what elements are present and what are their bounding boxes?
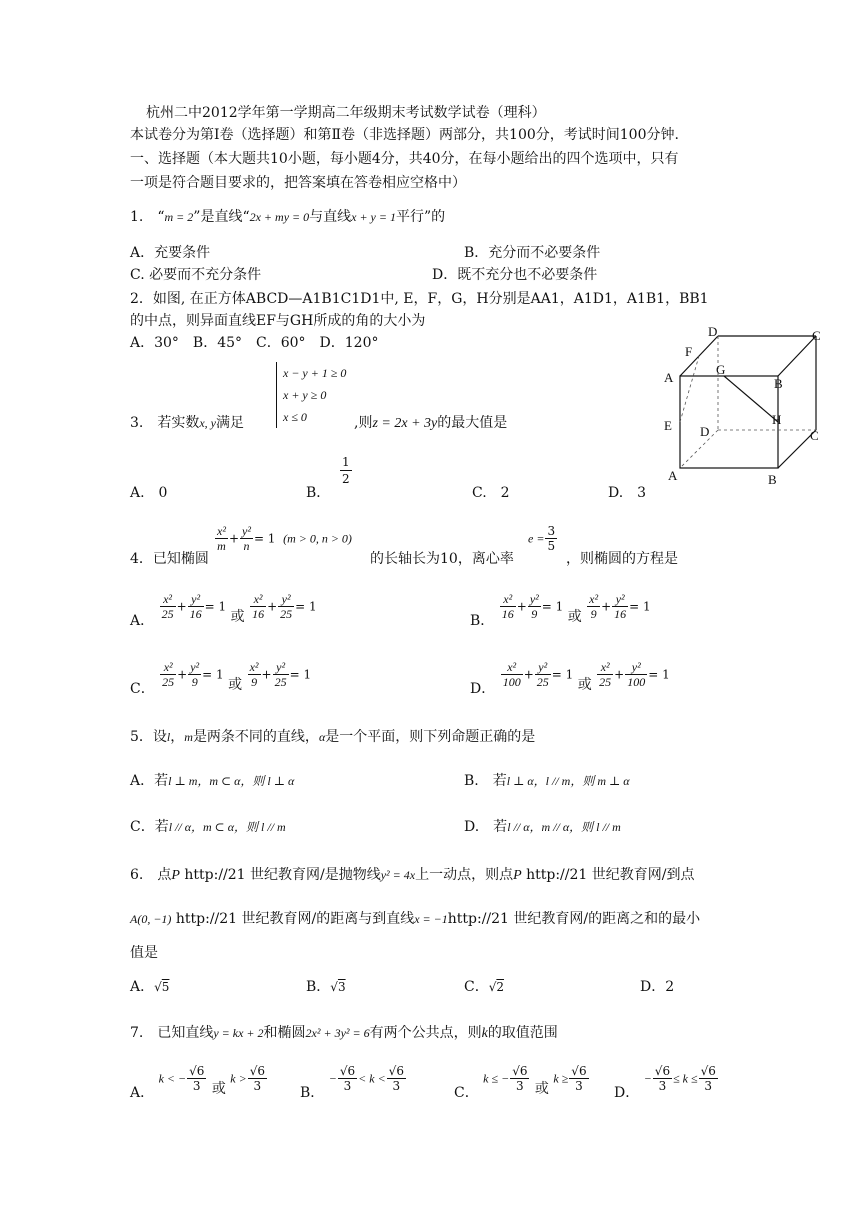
- question-3-stem: 3. 若实数x, y满足: [130, 415, 245, 431]
- question-1-stem: 1. “m = 2”是直线“2x + my = 0与直线x + y = 1平行”的: [130, 209, 446, 225]
- cube-label-g: G: [716, 362, 726, 377]
- cube-label-a1: A: [664, 370, 674, 385]
- question-2-stem-cont: 的中点，则异面直线EF与GH所成的角的大小为: [130, 313, 426, 329]
- q1-option-d[interactable]: D．既不充分也不必要条件: [432, 267, 598, 283]
- q7-option-b[interactable]: B． − $\frac{√6}{3}$ < k < $\frac{√6}{3}$: [300, 1064, 404, 1101]
- question-6-stem-end: 值是: [130, 945, 158, 961]
- cube-label-c: C: [810, 428, 819, 443]
- q3-objective: ,则z = 2x + 3y的最大值是: [354, 415, 508, 431]
- q2-options[interactable]: A．30° B．45° C．60° D．120°: [130, 335, 379, 351]
- q7-option-c[interactable]: C． k ≤ − $\frac{√6}{3}$ 或 k ≥ $\frac{√6}{3}$: [454, 1064, 587, 1101]
- cube-label-e: E: [664, 418, 672, 433]
- q4-ellipse-equation: $\frac{\text{x²}}{m}$ + $\frac{\text{y²}}{n}$ = 1 (m > 0, n > 0): [217, 524, 352, 553]
- q4-option-d[interactable]: D． $\frac{\text{x²}}{100}$ + $\frac{\text{y²}}{25}$ = 1 或 $\frac{\text{x²}}{25}$ + $\frac{\text{y²}}{100}$ = 1: [470, 660, 670, 697]
- exam-title: 杭州二中2012学年第一学期高二年级期末考试数学试卷（理科）: [146, 105, 546, 121]
- cube-label-a: A: [668, 468, 678, 483]
- question-6-stem: 6. 点P http://21 世纪教育网/是抛物线y² = 4x上一动点，则点P http://21 世纪教育网/到点: [130, 867, 695, 883]
- question-2-stem: 2．如图, 在正方体ABCD—A1B1C1D1中, E，F，G，H分别是AA1，A1D1，A1B1，BB1: [130, 291, 709, 307]
- q6-option-b[interactable]: B．√3: [306, 979, 346, 995]
- q6-option-a[interactable]: A．√5: [130, 979, 170, 995]
- question-6-stem-cont: A(0, −1) http://21 世纪教育网/的距离与到直线x = −1http://21 世纪教育网/的距离之和的最小: [130, 911, 701, 927]
- q1-option-b[interactable]: B．充分而不必要条件: [464, 245, 601, 261]
- question-4-stem-suffix: ，则椭圆的方程是: [566, 551, 678, 567]
- q3-option-b[interactable]: B．: [306, 485, 331, 501]
- q4-eccentricity: e = $\frac{3}{5}$: [528, 524, 556, 553]
- q6-option-d[interactable]: D．2: [640, 979, 675, 995]
- q3-option-b-fraction: 1 2: [342, 455, 350, 486]
- q5-option-c[interactable]: C．若l // α，m ⊂ α，则 l // m: [130, 819, 286, 835]
- q7-option-d[interactable]: D． − $\frac{√6}{3}$ ≤ k ≤ $\frac{√6}{3}$: [614, 1064, 716, 1101]
- q4-option-b[interactable]: B． $\frac{\text{x²}}{16}$ + $\frac{\text{y²}}{9}$ = 1 或 $\frac{\text{x²}}{9}$ + $\frac{\text{y²}}{16}$ = 1: [470, 592, 651, 629]
- cube-label-h: H: [772, 412, 782, 427]
- question-4-stem-prefix: 4．已知椭圆: [130, 551, 209, 567]
- q5-option-b[interactable]: B. 若l ⊥ α，l // m，则 m ⊥ α: [464, 773, 630, 789]
- question-4-stem-mid: 的长轴长为10，离心率: [370, 551, 514, 567]
- q5-option-d[interactable]: D. 若l // α，m // α，则 l // m: [464, 819, 621, 835]
- q4-option-c[interactable]: C． $\frac{\text{x²}}{25}$ + $\frac{\text{y²}}{9}$ = 1 或 $\frac{\text{x²}}{9}$ + $\frac{\text{y²}}{25}$ = 1: [130, 660, 312, 697]
- section1-heading-cont: 一项是符合题目要求的，把答案填在答卷相应空格中）: [130, 175, 466, 191]
- q3-option-a[interactable]: A. 0: [130, 485, 168, 501]
- section1-heading: 一、选择题（本大题共10小题，每小题4分，共40分，在每小题给出的四个选项中，只有: [130, 151, 679, 167]
- exam-intro: 本试卷分为第Ⅰ卷（选择题）和第Ⅱ卷（非选择题）两部分，共100分，考试时间100分钟.: [130, 127, 679, 143]
- q4-option-a[interactable]: A． $\frac{\text{x²}}{25}$ + $\frac{\text{y²}}{16}$ = 1 或 $\frac{\text{x²}}{16}$ + $\frac{\text{y²}}{25}$ = 1: [130, 592, 317, 629]
- cube-label-b: B: [768, 472, 777, 487]
- cube-label-c1: C: [812, 328, 821, 343]
- q3-option-d[interactable]: D. 3: [608, 485, 647, 501]
- cube-label-d: D: [700, 424, 710, 439]
- q3-constraints: x − y + 1 ≥ 0 x + y ≥ 0 x ≤ 0: [276, 362, 346, 428]
- question-7-stem: 7. 已知直线y = kx + 2和椭圆2x² + 3y² = 6有两个公共点，则k的取值范围: [130, 1025, 558, 1041]
- q7-option-a[interactable]: A． k < − $\frac{√6}{3}$ 或 k > $\frac{√6}{3}$: [130, 1064, 266, 1101]
- cube-label-d1: D: [708, 324, 718, 339]
- cube-label-b1: B: [774, 376, 783, 391]
- q3-option-c[interactable]: C. 2: [472, 485, 510, 501]
- q1-option-c[interactable]: C. 必要而不充分条件: [130, 267, 262, 283]
- cube-label-f: F: [685, 344, 693, 359]
- q1-option-a[interactable]: A．充要条件: [130, 245, 211, 261]
- question-5-stem: 5．设l，m是两条不同的直线，α是一个平面，则下列命题正确的是: [130, 729, 536, 745]
- q5-option-a[interactable]: A．若l ⊥ m，m ⊂ α，则 l ⊥ α: [130, 773, 295, 789]
- q6-option-c[interactable]: C．√2: [464, 979, 505, 995]
